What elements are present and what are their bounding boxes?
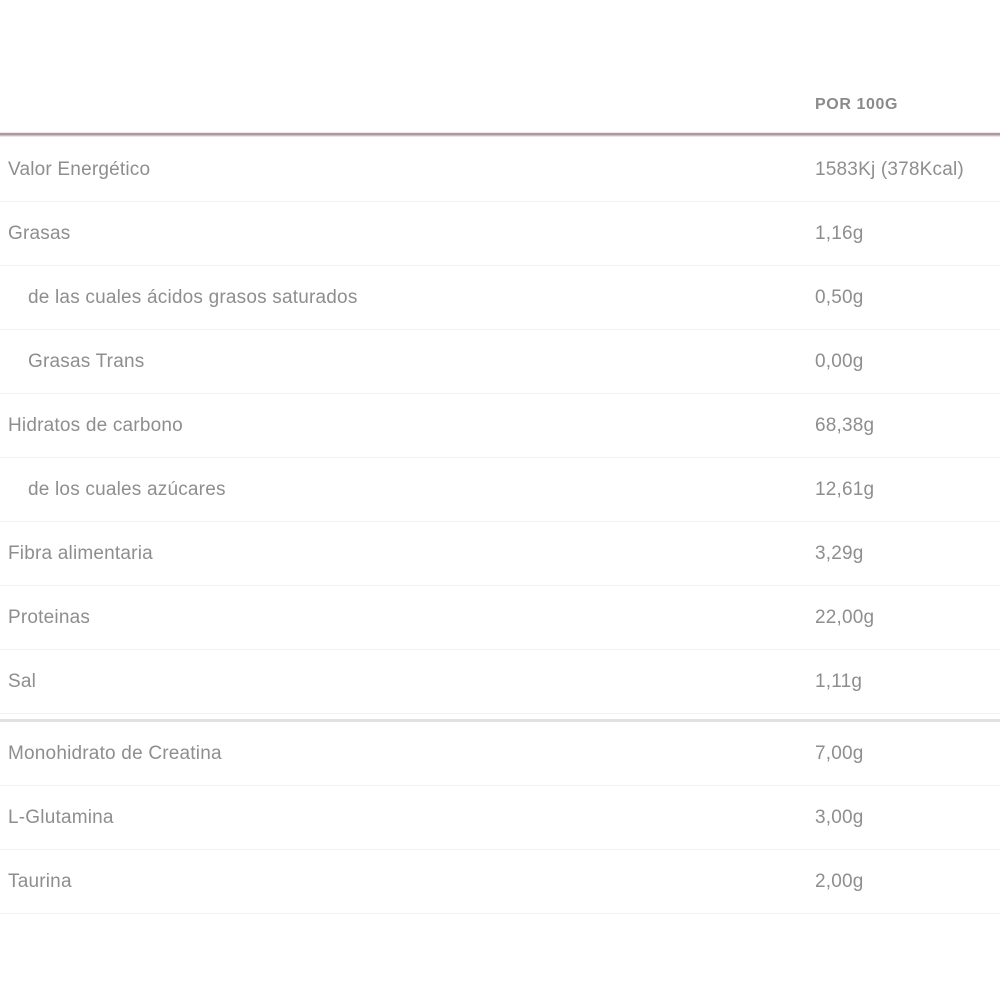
table-row (0, 522, 1000, 586)
nutrient-label: Sal (8, 670, 37, 692)
nutrient-value: 1,16g (815, 222, 864, 244)
nutrient-value: 68,38g (815, 414, 875, 436)
nutrient-value: 1,11g (815, 670, 863, 692)
table-row (0, 330, 1000, 394)
table-row (0, 202, 1000, 266)
table-row (0, 850, 1000, 914)
table-row (0, 138, 1000, 202)
nutrient-label: L-Glutamina (8, 806, 114, 828)
nutrient-label: de los cuales azúcares (28, 478, 226, 500)
nutrient-value: 2,00g (815, 870, 864, 892)
nutrient-label: Valor Energético (8, 158, 151, 180)
table-row (0, 786, 1000, 850)
nutrient-label: de las cuales ácidos grasos saturados (28, 286, 358, 308)
table-row (0, 394, 1000, 458)
nutrient-value: 1583Kj (378Kcal) (815, 158, 964, 180)
nutrient-label: Proteinas (8, 606, 91, 628)
nutrient-value: 0,50g (815, 286, 864, 308)
nutrient-value: 7,00g (815, 742, 864, 764)
nutrient-value: 3,29g (815, 542, 864, 564)
column-header-per-100g: POR 100G (815, 96, 899, 113)
nutrient-value: 12,61g (815, 478, 875, 500)
nutrient-label: Monohidrato de Creatina (8, 742, 222, 764)
nutrient-label: Hidratos de carbono (8, 414, 183, 436)
table-row (0, 722, 1000, 786)
table-row (0, 650, 1000, 714)
nutrient-value: 0,00g (815, 350, 864, 372)
table-row (0, 266, 1000, 330)
table-row (0, 586, 1000, 650)
section-divider (0, 714, 1000, 722)
nutrient-label: Taurina (8, 870, 72, 892)
nutrient-label: Grasas (8, 222, 71, 244)
nutrient-value: 22,00g (815, 606, 875, 628)
nutrition-rows (0, 138, 1000, 914)
nutrient-value: 3,00g (815, 806, 864, 828)
nutrient-label: Grasas Trans (28, 350, 145, 372)
nutrient-label: Fibra alimentaria (8, 542, 153, 564)
table-row (0, 458, 1000, 522)
